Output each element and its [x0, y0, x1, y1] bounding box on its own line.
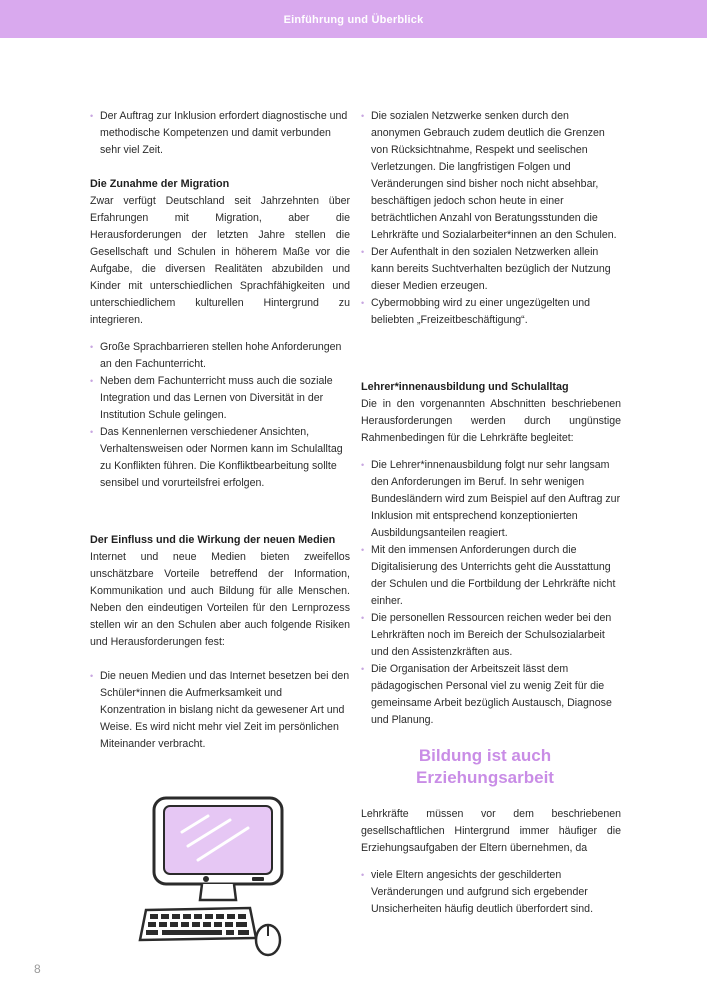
media-bullet: • Cybermobbing wird zu einer ungezügelten und beliebten „Freizeitbeschäftigung“. [361, 295, 621, 329]
education-headline-line2: Erziehungsarbeit [416, 768, 554, 787]
education-section [361, 806, 621, 918]
education-bullet: • viele Eltern angesichts der geschilderten Veränderungen und aufgrund sich ergebender Unsicherheiten häufig deutlich überfordert sind. [361, 867, 621, 918]
media-bullet: • Der Aufenthalt in den sozialen Netzwerken allein kann bereits Suchtverhalten bezüglich der Nutzung dieser Medien erzeugen. [361, 244, 621, 295]
migration-bullet: • Neben dem Fachunterricht muss auch die soziale Integration und das Lernen von Diversität in der Institution Schule gelingen. [90, 373, 350, 424]
migration-text: Zwar verfügt Deutschland seit Jahrzehnten über Erfahrungen mit Migration, aber die Herausforderungen der letzten Jahre stellen die Gesellschaft und Schulen in höherem Maße vor die Aufgabe, die diversen Realitäten abzubilden und Kinder mit unterschiedlichen Sprachfähigkeiten und unterschiedlichem kulturellen Hintergrund zu integrieren. [90, 195, 350, 326]
intro-bullet: • Der Auftrag zur Inklusion erfordert diagnostische und methodische Kompetenzen und damit verbunden sehr viel Zeit. [90, 108, 350, 159]
media-bullet: • Die sozialen Netzwerke senken durch den anonymen Gebrauch zudem deutlich die Grenzen von Rücksichtnahme, Respekt und seelischen Verletzungen. Die langfristigen Folgen und Veränderungen sind bisher noch nicht absehbar, beschäftigen jedoch schon heute in einer beträchtlichen Anzahl von Beratungsstunden die Lehrkräfte und Sozialarbeiter*innen an den Schulen. [361, 108, 621, 244]
training-bullet: • Die Lehrer*innenausbildung folgt nur sehr langsam den Anforderungen im Beruf. In sehr wenigen Bundesländern wird zum Beispiel auf den Auftrag zur Inklusion mit entsprechend konzeptionierten Ausbildungsanteilen reagiert. [361, 457, 621, 542]
media-text: Internet und neue Medien bieten zweifellos unschätzbare Vorteile betreffend der Information, Kommunikation und auch Bildung für alle Menschen. Neben den eindeutigen Vorteilen für den Lernprozess stellen wir an den Schulen aber auch folgende Risiken und Herausforderungen fest: [90, 551, 350, 648]
page-number: 8 [34, 962, 41, 976]
media-bullet: • Die neuen Medien und das Internet besetzen bei den Schüler*innen die Aufmerksamkeit und Konzentration in bislang nicht da gewesener Art und Weise. Es wird nicht mehr viel Zeit im persönlichen Miteinander verbracht. [90, 668, 350, 753]
right-column [361, 108, 621, 729]
computer-illustration-icon [138, 790, 298, 960]
training-heading: Lehrer*innenausbildung und Schulalltag [361, 381, 569, 393]
training-bullet: • Die Organisation der Arbeitszeit lässt dem pädagogischen Personal viel zu wenig Zeit für die gemeinsame Arbeit bezüglich Austausch, Diagnose und Planung. [361, 661, 621, 729]
migration-heading: Die Zunahme der Migration [90, 178, 230, 190]
education-headline [400, 745, 570, 789]
education-text: Lehrkräfte müssen vor dem beschriebenen gesellschaftlichen Hintergrund immer häufiger die Erziehungsaufgaben der Eltern übernehmen, da [361, 808, 621, 854]
media-heading: Der Einfluss und die Wirkung der neuen Medien [90, 534, 336, 546]
training-text: Die in den vorgenannten Abschnitten beschriebenen Herausforderungen werden durch ungünstige Rahmenbedingen für die Lehrkräfte begleitet: [361, 398, 621, 444]
left-column [90, 108, 350, 753]
header-band [0, 0, 707, 38]
education-headline-line1: Bildung ist auch [418, 746, 552, 765]
migration-bullet: • Das Kennenlernen verschiedener Ansichten, Verhaltensweisen oder Normen kann im Schulalltag zu Konflikten führen. Die Konfliktbearbeitung sollte sensibel und vorurteilsfrei erfolgen. [90, 424, 350, 492]
header-title: Einführung und Überblick [283, 14, 424, 26]
training-bullet: • Die personellen Ressourcen reichen weder bei den Lehrkräften noch im Bereich der Schulsozialarbeit und den Assistenzkräften aus. [361, 610, 621, 661]
migration-bullet: • Große Sprachbarrieren stellen hohe Anforderungen an den Fachunterricht. [90, 339, 350, 373]
training-bullet: • Mit den immensen Anforderungen durch die Digitalisierung des Unterrichts geht die Ausstattung der Schulen und die Fortbildung der Lehrkräfte nicht einher. [361, 542, 621, 610]
